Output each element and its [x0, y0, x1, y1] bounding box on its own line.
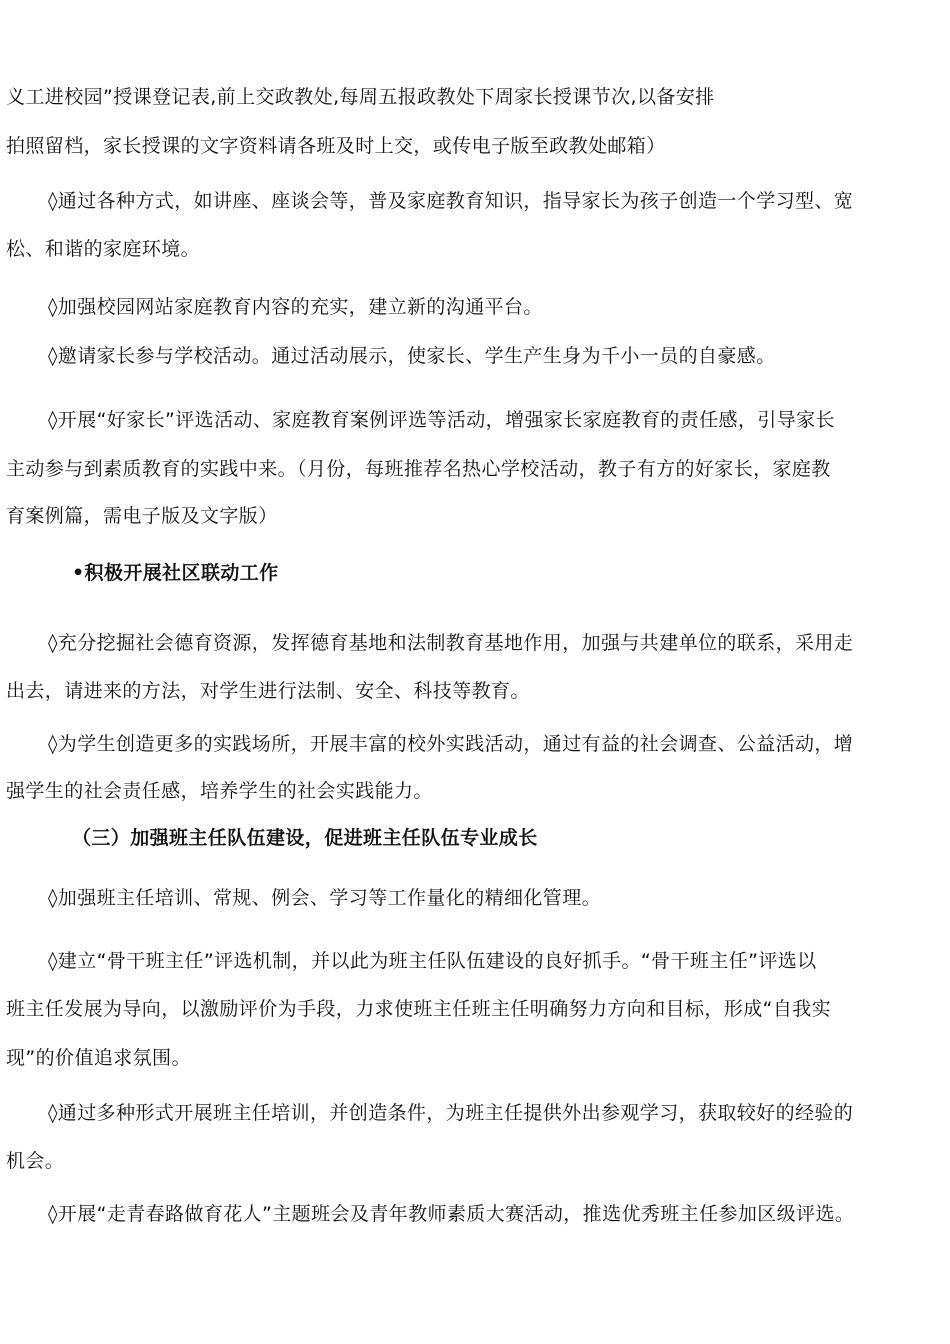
- text-line-8: 主动参与到素质教育的实践中来。（月份，每班推荐名热心学校活动，教子有方的好家长，家庭教: [6, 458, 831, 480]
- text-line-7: ◊开展“好家长”评选活动、家庭教育案例评选等活动，增强家长家庭教育的责任感，引导家长: [48, 409, 835, 431]
- text-line-18: 班主任发展为导向，以激励评价为手段，力求使班主任班主任明确努力方向和目标，形成“自我实: [6, 998, 832, 1020]
- text-line-13: ◊为学生创造更多的实践场所，开展丰富的校外实践活动，通过有益的社会调查、公益活动，增: [48, 733, 854, 755]
- text-line-21: 机会。: [6, 1150, 65, 1172]
- text-line-3: ◊通过各种方式，如讲座、座谈会等，普及家庭教育知识，指导家长为孩子创造一个学习型、宽: [48, 190, 854, 212]
- text-line-19: 现”的价值追求氛围。: [6, 1047, 191, 1069]
- text-line-12: 出去，请进来的方法，对学生进行法制、安全、科技等教育。: [6, 680, 530, 702]
- text-line-11: ◊充分挖掘社会德育资源，发挥德育基地和法制教育基地作用，加强与共建单位的联系，采用走: [48, 632, 854, 654]
- section-heading-teachers: （三）加强班主任队伍建设，促进班主任队伍专业成长: [72, 827, 538, 849]
- text-line-2: 拍照留档，家长授课的文字资料请各班及时上交，或传电子版至政教处邮箱）: [6, 135, 666, 157]
- text-line-1: 义工进校园”授课登记表,前上交政教处,每周五报政教处下周家长授课节次,以备安排: [6, 86, 715, 108]
- text-line-6: ◊邀请家长参与学校活动。通过活动展示，使家长、学生产生身为千小一员的自豪感。: [48, 345, 776, 367]
- text-line-4: 松、和谐的家庭环境。: [6, 238, 201, 260]
- text-line-22: ◊开展“走青春路做育花人”主题班会及青年教师素质大赛活动，推选优秀班主任参加区级评选。: [48, 1203, 855, 1225]
- text-line-17: ◊建立“骨干班主任”评选机制，并以此为班主任队伍建设的良好抓手。“骨干班主任”评选以: [48, 950, 817, 972]
- section-heading-community: •积极开展社区联动工作: [72, 562, 279, 584]
- text-line-5: ◊加强校园网站家庭教育内容的充实，建立新的沟通平台。: [48, 296, 543, 318]
- text-line-20: ◊通过多种形式开展班主任培训，并创造条件，为班主任提供外出参观学习，获取较好的经验的: [48, 1102, 854, 1124]
- text-line-14: 强学生的社会责任感，培养学生的社会实践能力。: [6, 780, 433, 802]
- text-line-16: ◊加强班主任培训、常规、例会、学习等工作量化的精细化管理。: [48, 887, 601, 909]
- text-line-9: 育案例篇，需电子版及文字版）: [6, 505, 278, 527]
